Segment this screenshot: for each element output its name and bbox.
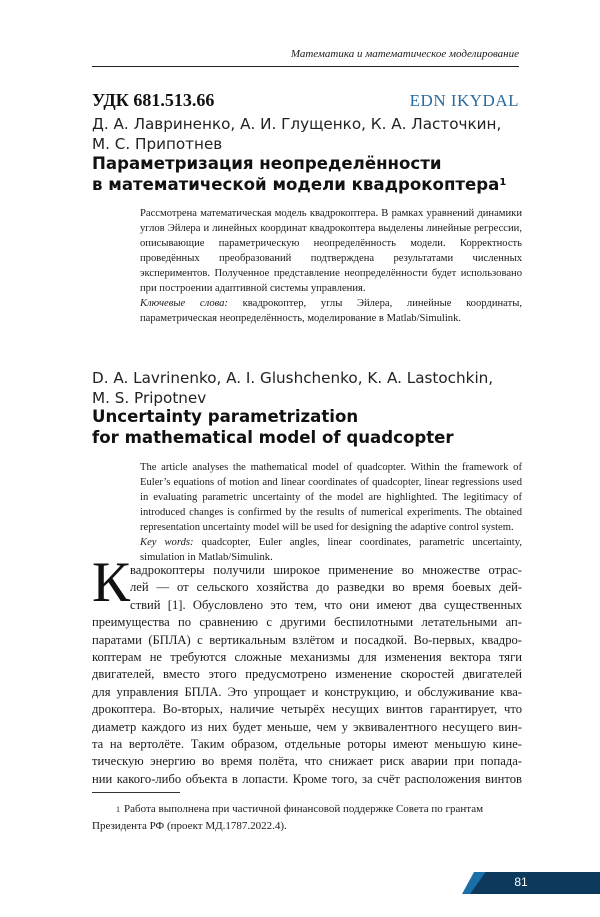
- ru-title-line: в математической модели квадрокоптера: [92, 175, 500, 194]
- body-line: коптерам не требуются сложные механизмы для изменения вектора тяги: [92, 650, 522, 665]
- ru-authors: [92, 114, 522, 154]
- en-authors: [92, 368, 522, 408]
- footnote-line-1: [92, 801, 522, 818]
- dropcap-letter: К: [92, 551, 131, 614]
- footnote-text: Работа выполнена при частичной финансовой поддержке Совета по грантам: [124, 803, 484, 815]
- en-keywords-label: Key words:: [140, 537, 194, 548]
- ru-title: [92, 153, 522, 195]
- en-title-line: for mathematical model of quadcopter: [92, 428, 454, 447]
- title-footnote-mark: 1: [499, 177, 507, 188]
- en-abstract: [140, 460, 522, 565]
- en-title-line: Uncertainty parametrization: [92, 407, 359, 426]
- en-title: [92, 406, 522, 448]
- en-abstract-text: The article analyses the mathematical model of quadcopter. Within the framework of Euler’s equations of motion and linear coordinates of quadcopter, linear regressions used in evaluating parametric uncertainty of the model are highlighted. The legitimacy of introduced changes is confirmed by the results of numerical experiments. The obtained representation uncertainty model will be used for designing the adaptive control system.: [140, 462, 522, 533]
- body-line: диаметр каждого из них будет меньше, чем у эквивалентного несущего вин-: [92, 719, 522, 734]
- body-text: [92, 562, 522, 788]
- header-rule: [92, 66, 519, 67]
- ru-abstract: [140, 206, 522, 326]
- ru-title-line: Параметризация неопределённости: [92, 154, 442, 173]
- udk-line: [92, 90, 519, 111]
- body-line: преимущества по сравнению с другими беспилотными летательными ап-: [92, 615, 522, 630]
- udk-code: УДК 681.513.66: [92, 90, 215, 110]
- footnote: [92, 801, 522, 835]
- ru-title-line-2: [92, 174, 522, 195]
- body-line: паратами (БПЛА) с вертикальным взлётом и посадкой. Во-первых, квадро-: [92, 632, 522, 647]
- footnote-rule: [92, 792, 180, 793]
- body-line: дрокоптера. Во-вторых, наличие четырёх несущих винтов гарантирует, что: [92, 702, 522, 717]
- body-line: двигателей, вместо этого предусмотрено изменение скоростей двигателей: [92, 667, 522, 682]
- body-line: ствий [1]. Обусловлено это тем, что они имеют два существенных: [130, 597, 522, 612]
- body-line: вадрокоптеры получили широкое применение во множестве отрас-: [130, 563, 522, 577]
- page-number: 81: [514, 875, 528, 889]
- en-authors-line: M. S. Pripotnev: [92, 389, 207, 407]
- en-keywords: [140, 535, 522, 565]
- ru-authors-line: М. С. Припотнев: [92, 135, 223, 153]
- body-line: нии какого-либо объекта в лопасти. Кроме того, за счёт расположения винтов: [92, 771, 522, 786]
- body-line: тическую энергию во время полёта, что снижает риск аварии при попада-: [92, 754, 522, 769]
- body-line: для управления БПЛА. Это упрощает и конструкцию, и обслуживание ква-: [92, 684, 522, 699]
- ru-keywords-text: квадрокоптер, углы Эйлера, линейные координаты, параметрическая неопределённость, моделирование в Matlab/Simulink.: [140, 298, 522, 324]
- footnote-text-2: Президента РФ (проект МД.1787.2022.4).: [92, 820, 287, 832]
- ru-authors-line: Д. А. Лавриненко, А. И. Глущенко, К. А. Ласточкин,: [92, 115, 502, 133]
- ru-abstract-text: Рассмотрена математическая модель квадрокоптера. В рамках уравнений динамики углов Эйлера и линейных координат квадрокоптера выделены линейные регрессии, описывающие параметрическую неопределённость модели. Корректность проведённых преобразований подтверждена результатами численных экспериментов. Полученное представление неопределённости будет использовано при построении адаптивной системы управления.: [140, 208, 522, 294]
- ru-keywords: [140, 296, 522, 326]
- footnote-mark: 1: [116, 805, 120, 814]
- edn-code: EDN IKYDAL: [409, 91, 519, 110]
- ru-keywords-label: Ключевые слова:: [140, 298, 228, 309]
- en-keywords-text: quadcopter, Euler angles, linear coordinates, parametric uncertainty, simulation in Matlab/Simulink.: [140, 537, 522, 563]
- en-authors-line: D. A. Lavrinenko, A. I. Glushchenko, K. A. Lastochkin,: [92, 369, 494, 387]
- body-line: лей — от сельского хозяйства до разведки во время боевых дей-: [130, 580, 522, 595]
- body-line: та на вертолёте. Таким образом, отдельные роторы имеют меньшую кине-: [92, 737, 522, 752]
- running-title: Математика и математическое моделирование: [290, 48, 519, 60]
